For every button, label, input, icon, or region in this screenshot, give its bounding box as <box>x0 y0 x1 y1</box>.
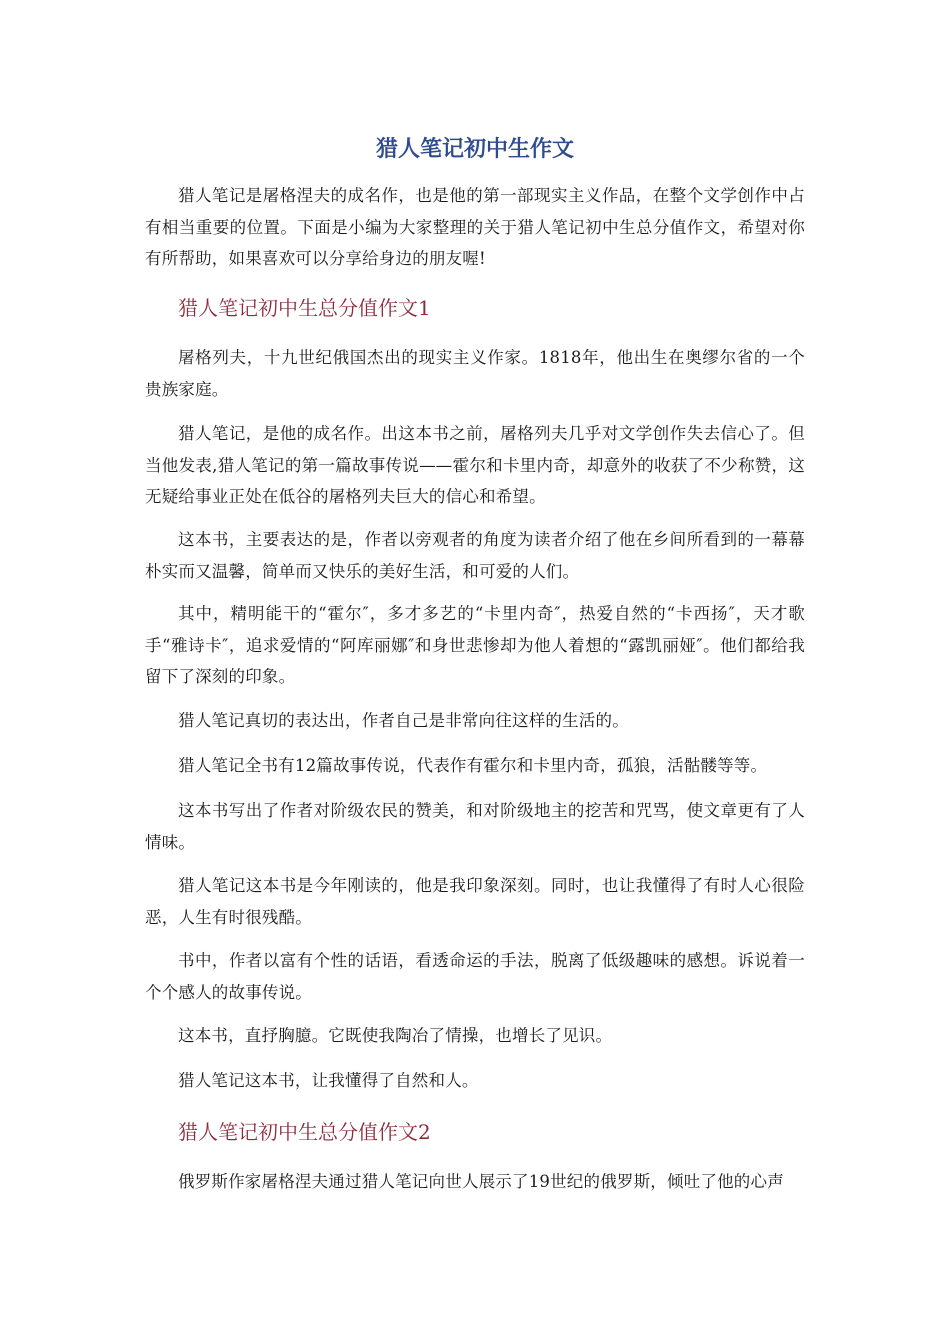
paragraph: 书中，作者以富有个性的话语，看透命运的手法，脱离了低级趣味的感想。诉说着一个个感人的故事传说。 <box>145 951 805 1002</box>
paragraph: 猎人笔记这本书，让我懂得了自然和人。 <box>178 1071 479 1090</box>
paragraph: 这本书写出了作者对阶级农民的赞美，和对阶级地主的挖苦和咒骂，使文章更有了人情味。 <box>145 801 805 852</box>
paragraph: 其中，精明能干的“霍尔″，多才多艺的“卡里内奇″，热爱自然的“卡西扬″，天才歌手“雅诗卡″，追求爱情的“阿库丽娜″和身世悲惨却为他人着想的“露凯丽娅″。他们都给我留下了深刻的印象。 <box>145 604 805 686</box>
intro-paragraph: 猎人笔记是屠格涅夫的成名作，也是他的第一部现实主义作品，在整个文学创作中占有相当重要的位置。下面是小编为大家整理的关于猎人笔记初中生总分值作文，希望对你有所帮助，如果喜欢可以分享给身边的朋友喔! <box>145 186 805 268</box>
page-title: 猎人笔记初中生作文 <box>375 137 574 162</box>
paragraph: 猎人笔记这本书是今年刚读的，他是我印象深刻。同时，也让我懂得了有时人心很险恶，人生有时很残酷。 <box>145 876 805 927</box>
section-heading-2: 猎人笔记初中生总分值作文2 <box>178 1120 431 1144</box>
paragraph: 猎人笔记真切的表达出，作者自己是非常向往这样的生活的。 <box>178 711 629 730</box>
paragraph: 屠格列夫，十九世纪俄国杰出的现实主义作家。1818年，他出生在奥缪尔省的一个贵族家庭。 <box>145 348 805 399</box>
section-heading-1: 猎人笔记初中生总分值作文1 <box>178 296 431 320</box>
paragraph: 这本书，主要表达的是，作者以旁观者的角度为读者介绍了他在乡间所看到的一幕幕朴实而又温馨，简单而又快乐的美好生活，和可爱的人们。 <box>145 530 805 581</box>
paragraph: 俄罗斯作家屠格涅夫通过猎人笔记向世人展示了19世纪的俄罗斯，倾吐了他的心声 <box>178 1172 784 1191</box>
paragraph: 猎人笔记全书有12篇故事传说，代表作有霍尔和卡里内奇，孤狼，活骷髅等等。 <box>178 756 768 775</box>
paragraph: 猎人笔记，是他的成名作。出这本书之前，屠格列夫几乎对文学创作失去信心了。但当他发表,猎人笔记的第一篇故事传说——霍尔和卡里内奇，却意外的收获了不少称赞，这无疑给事业正处在低谷的屠格列夫巨大的信心和希望。 <box>145 424 805 506</box>
paragraph: 这本书，直抒胸臆。它既使我陶冶了情操，也增长了见识。 <box>178 1026 613 1045</box>
